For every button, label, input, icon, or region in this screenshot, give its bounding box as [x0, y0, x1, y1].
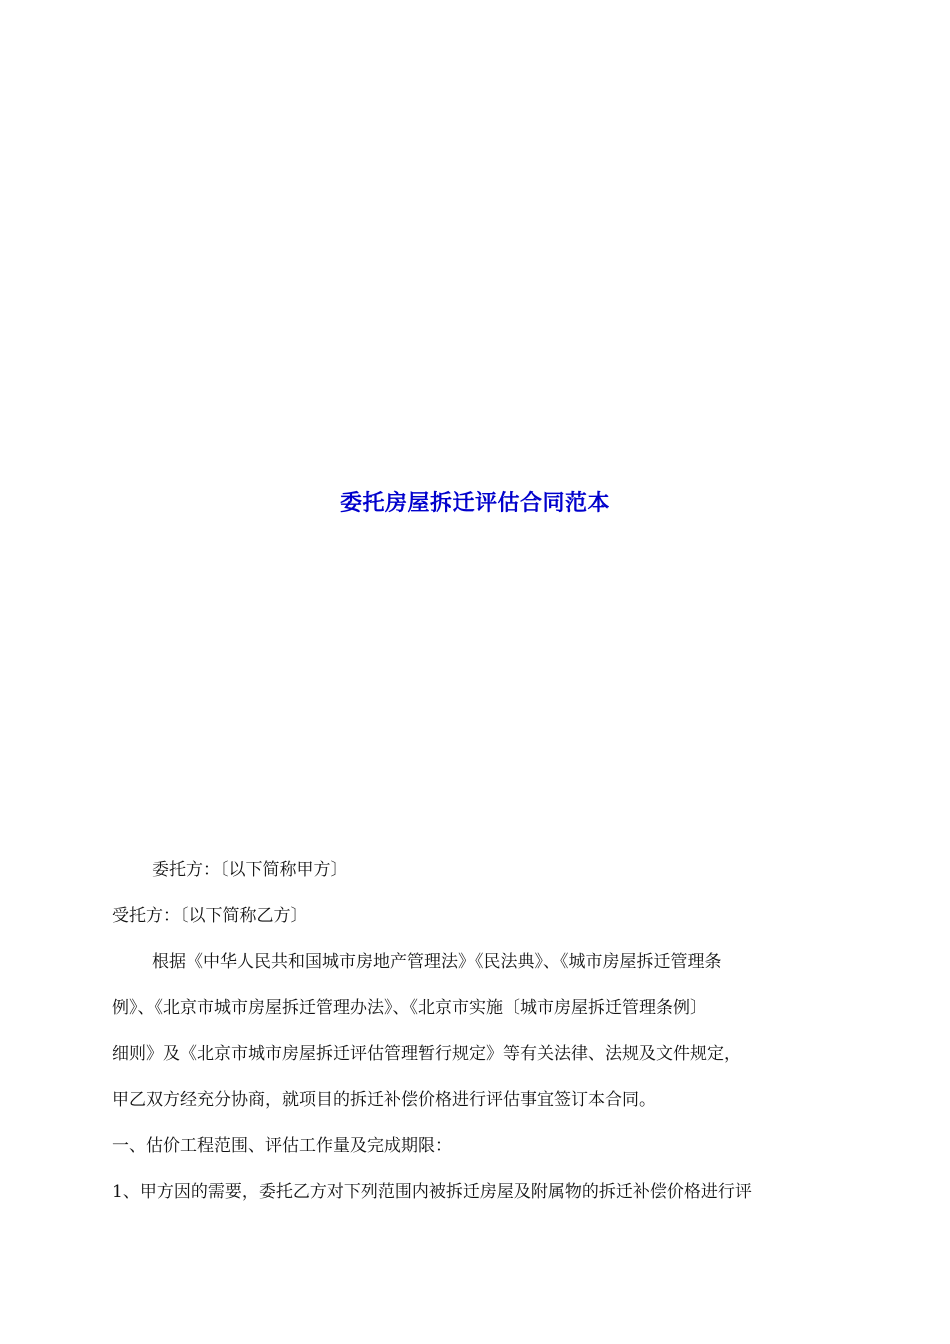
client-party-line: 委托方：〔以下简称甲方〕 [152, 860, 348, 880]
basis-paragraph-line-4: 甲乙双方经充分协商，就项目的拆迁补偿价格进行评估事宜签订本合同。 [112, 1090, 656, 1110]
document-title: 委托房屋拆迁评估合同范本 [339, 491, 610, 516]
clause-1-line: 1、甲方因的需要，委托乙方对下列范围内被拆迁房屋及附属物的拆迁补偿价格进行评 [112, 1182, 752, 1202]
basis-paragraph-line-2: 例》、《北京市城市房屋拆迁管理办法》、《北京市实施〔城市房屋拆迁管理条例〕 [112, 998, 707, 1018]
trustee-party-line: 受托方：〔以下简称乙方〕 [112, 906, 308, 926]
basis-paragraph-line-3: 细则》及《北京市城市房屋拆迁评估管理暂行规定》等有关法律、法规及文件规定， [112, 1044, 741, 1064]
basis-paragraph-line-1: 根据《中华人民共和国城市房地产管理法》《民法典》、《城市房屋拆迁管理条 [152, 952, 722, 972]
section-heading-1: 一、估价工程范围、评估工作量及完成期限： [112, 1136, 452, 1156]
document-body [112, 847, 842, 1215]
